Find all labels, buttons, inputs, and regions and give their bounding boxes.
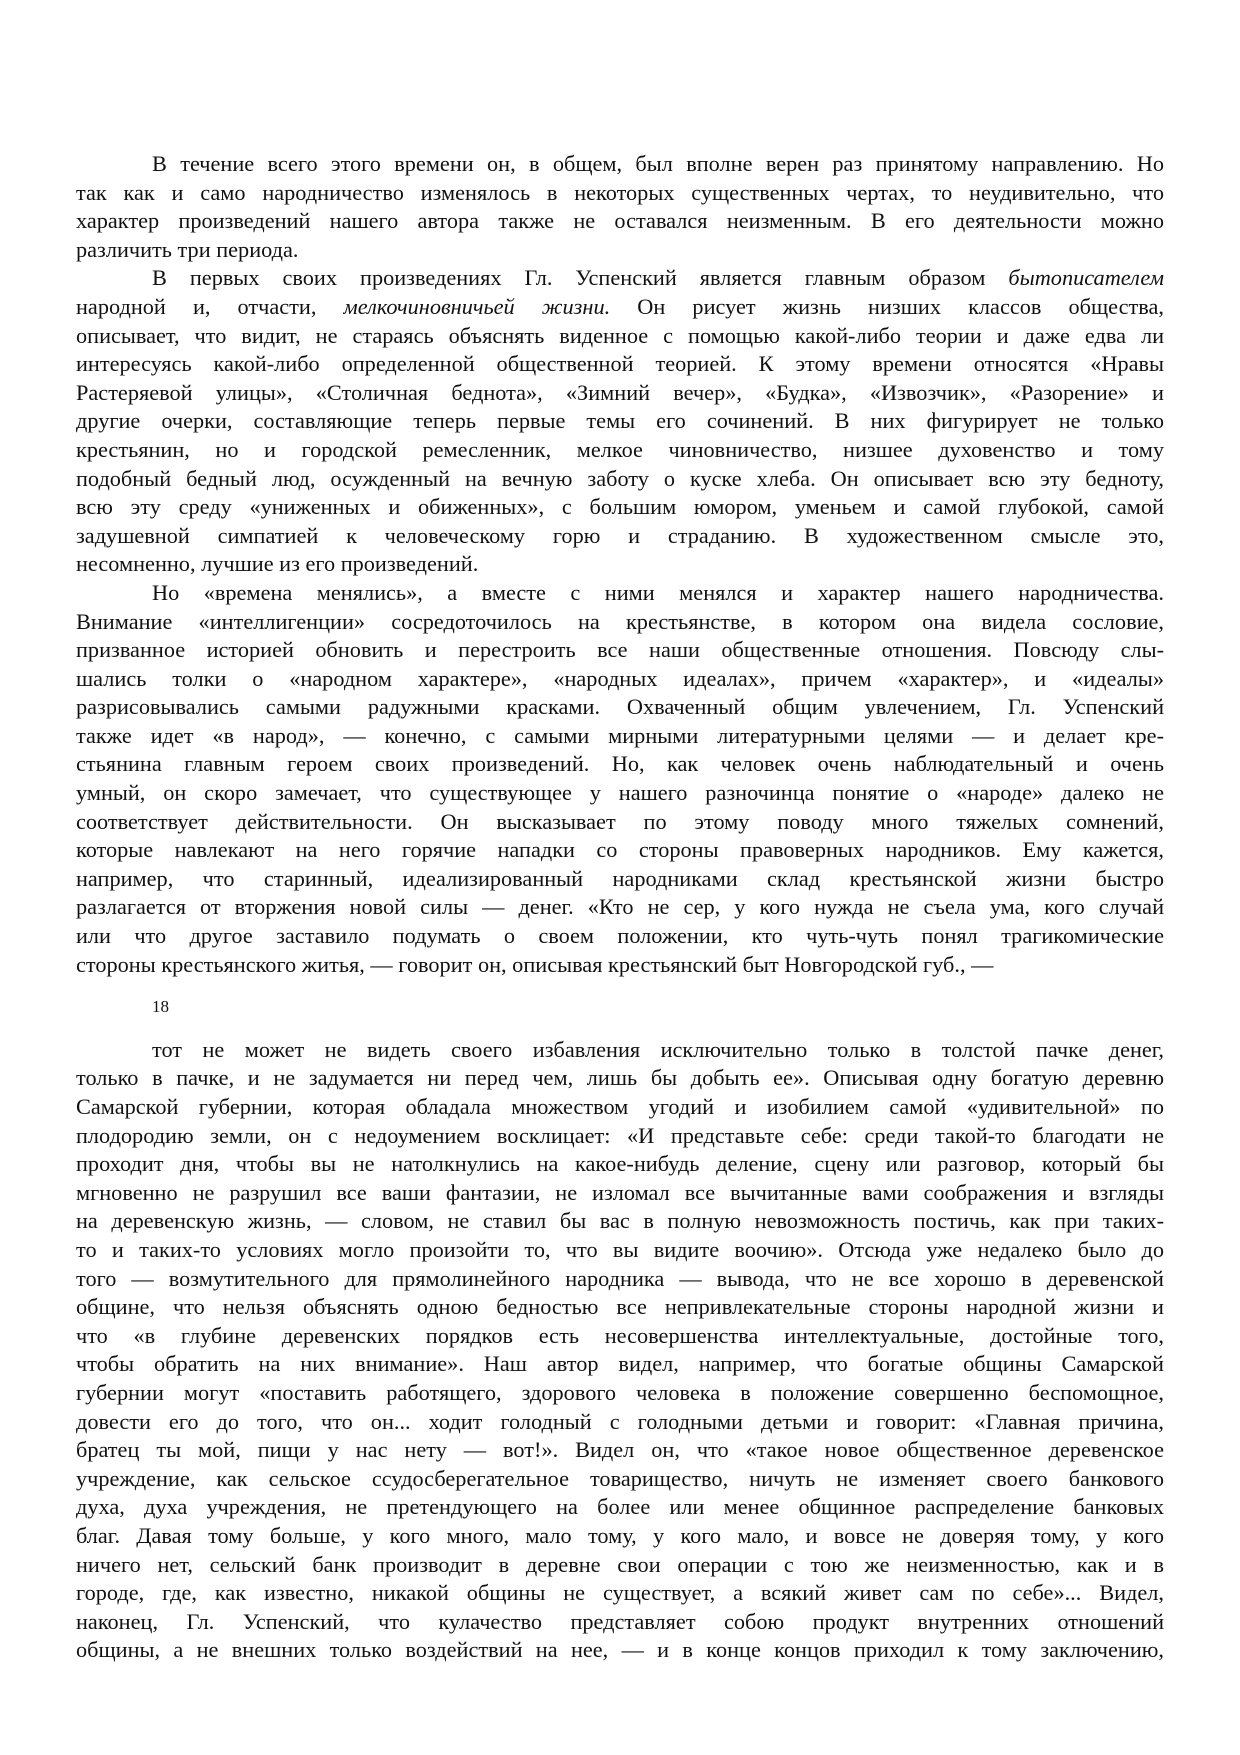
text-line: разрисовывались самыми радужными красками. Охваченный общим увлечением, Гл. Успенский [76,694,1164,720]
text-line: учреждение, как сельское ссудосберегательное товарищество, ничуть не изменяет своего банкового [76,1465,1164,1491]
text-line: чтобы обратить на них внимание». Наш автор видел, например, что богатые общины Самарской [76,1351,1164,1377]
text-line [76,293,1164,322]
text-line: городе, где, как известно, никакой общины не существует, а всякий живет сам по себе»... Видел, [76,1580,1164,1606]
text-line: подобный бедный люд, осужденный на вечную заботу о куске хлеба. Он описывает всю эту бедноту, [76,465,1164,491]
text-line: что «в глубине деревенских порядков есть несовершенства интеллектуальные, достойные того, [76,1322,1164,1348]
text-line: характер произведений нашего автора также не оставался неизменным. В его деятельности можно [76,208,1164,234]
text-line: мгновенно не разрушил все ваши фантазии, не изломал все вычитанные вами соображения и взгляды [76,1179,1164,1205]
text-line: В течение всего этого времени он, в общем, был вполне верен раз принятому направлению. Но [152,151,1164,176]
text-line: только в пачке, и не задумается ни перед чем, лишь бы добыть ее». Описывая одну богатую деревню [76,1065,1164,1091]
text-line: наконец, Гл. Успенский, что кулачество представляет собою продукт внутренних отношений [76,1608,1164,1634]
text-line: которые навлекают на него горячие нападки со стороны правоверных народников. Ему кажется, [76,837,1164,863]
text-line: Самарской губернии, которая обладала множеством угодий и изобилием самой «удивительной» по [76,1094,1164,1119]
text-run: народной и, отчасти, [76,293,344,319]
text-line: различить три периода. [76,236,299,262]
text-line: интересуясь какой-либо определенной общественной теорией. К этому времени относятся «Нравы [76,351,1164,377]
text-line: братец ты мой, пищи у нас нету — вот!». Видел он, что «такое новое общественное деревенское [76,1437,1164,1463]
italic-term: мелкочиновничьей жизни. [343,293,611,319]
text-line: Растеряевой улицы», «Столичная беднота», «Зимний вечер», «Будка», «Извозчик», «Разорение» и [76,379,1164,405]
text-line: соответствует действительности. Он высказывает по этому поводу много тяжелых сомнений, [76,808,1164,834]
text-line: того — возмутительного для прямолинейного народника — вывода, что не все хорошо в деревенской [76,1265,1164,1291]
text-line: ничего нет, сельский банк производит в деревне свои операции с тою же неизменностью, как и в [76,1551,1164,1577]
text-line: губернии могут «поставить работящего, здорового человека в положение совершенно беспомощное, [76,1379,1164,1405]
text-run: В первых своих произведениях Гл. Успенский является главным образом [152,265,1009,291]
text-line: например, что старинный, идеализированный народниками склад крестьянской жизни быстро [76,865,1164,891]
text-line: Внимание «интеллигенции» сосредоточилось на крестьянстве, в котором она видела сословие, [76,608,1164,634]
italic-term: бытописателем [1008,265,1164,291]
text-line: духа, духа учреждения, не претендующего на более или менее общинное распределение банковых [76,1494,1164,1520]
paragraph-2 [76,264,1164,579]
text-line: проходит дня, чтобы вы не натолкнулись на какое-нибудь деление, сцену или разговор, который бы [76,1151,1164,1177]
text-line: плодородию земли, он с недоумением восклицает: «И представьте себе: среди такой-то благодати не [76,1122,1164,1148]
text-line: общине, что нельзя объяснять одною бедностью все непривлекательные стороны народной жизни и [76,1294,1164,1320]
paragraph-4 [76,1036,1164,1665]
text-line: разлагается от вторжения новой силы — денег. «Кто не сер, у кого нужда не съела ума, кого случай [76,894,1164,920]
text-line: также идет «в народ», — конечно, с самыми мирными литературными целями — и делает кре- [76,722,1164,748]
text-line: умный, он скоро замечает, что существующее у нашего разночинца понятие о «народе» далеко не [76,780,1164,806]
text-line: то и таких-то условиях могло произойти то, что вы видите воочию». Отсюда уже недалеко было до [76,1236,1164,1262]
paragraph-1 [76,150,1164,264]
text-line: крестьянин, но и городской ремесленник, мелкое чиновничество, низшее духовенство и тому [76,436,1164,462]
paragraph-3 [76,579,1164,979]
text-line: описывает, что видит, не стараясь объяснять виденное с помощью какой-либо теории и даже едва ли [76,322,1164,348]
text-line: общины, а не внешних только воздействий на нее, — и в конце концов приходил к тому заключению, [76,1637,1164,1663]
text-line: стьянина главным героем своих произведений. Но, как человек очень наблюдательный и очень [76,751,1164,777]
page-number: 18 [152,997,169,1017]
text-line: Но «времена менялись», а вместе с ними менялся и характер нашего народничества. [152,579,1164,605]
text-line: на деревенскую жизнь, — словом, не ставил бы вас в полную невозможность постичь, как при таких- [76,1208,1164,1234]
document-page [76,150,1164,1665]
text-line: так как и само народничество изменялось в некоторых существенных чертах, то неудивительно, что [76,179,1164,205]
text-line: призванное историей обновить и перестроить все наши общественные отношения. Повсюду слы- [76,637,1164,663]
text-line: шались толки о «народном характере», «народных идеалах», причем «характер», и «идеалы» [76,665,1164,691]
text-line: или что другое заставило подумать о своем положении, кто чуть-чуть понял трагикомические [76,923,1164,949]
text-line [76,264,1164,293]
text-line: довести его до того, что он... ходит голодный с голодными детьми и говорит: «Главная причина, [76,1408,1164,1434]
text-line: стороны крестьянского житья, — говорит он, описывая крестьянский быт Новгородской губ., — [76,951,994,977]
text-run: Он рисует жизнь низших классов общества, [610,293,1164,319]
text-line: тот не может не видеть своего избавления исключительно только в толстой пачке денег, [152,1036,1164,1062]
text-line: задушевной симпатией к человеческому горю и страданию. В художественном смысле это, [76,522,1164,548]
text-line: другие очерки, составляющие теперь первые темы его сочинений. В них фигурирует не только [76,408,1164,434]
text-line: всю эту среду «униженных и обиженных», с большим юмором, уменьем и самой глубокой, самой [76,494,1164,520]
text-line: несомненно, лучшие из его произведений. [76,551,479,577]
text-line: благ. Давая тому больше, у кого много, мало тому, у кого мало, и вовсе не доверяя тому, у кого [76,1522,1164,1548]
